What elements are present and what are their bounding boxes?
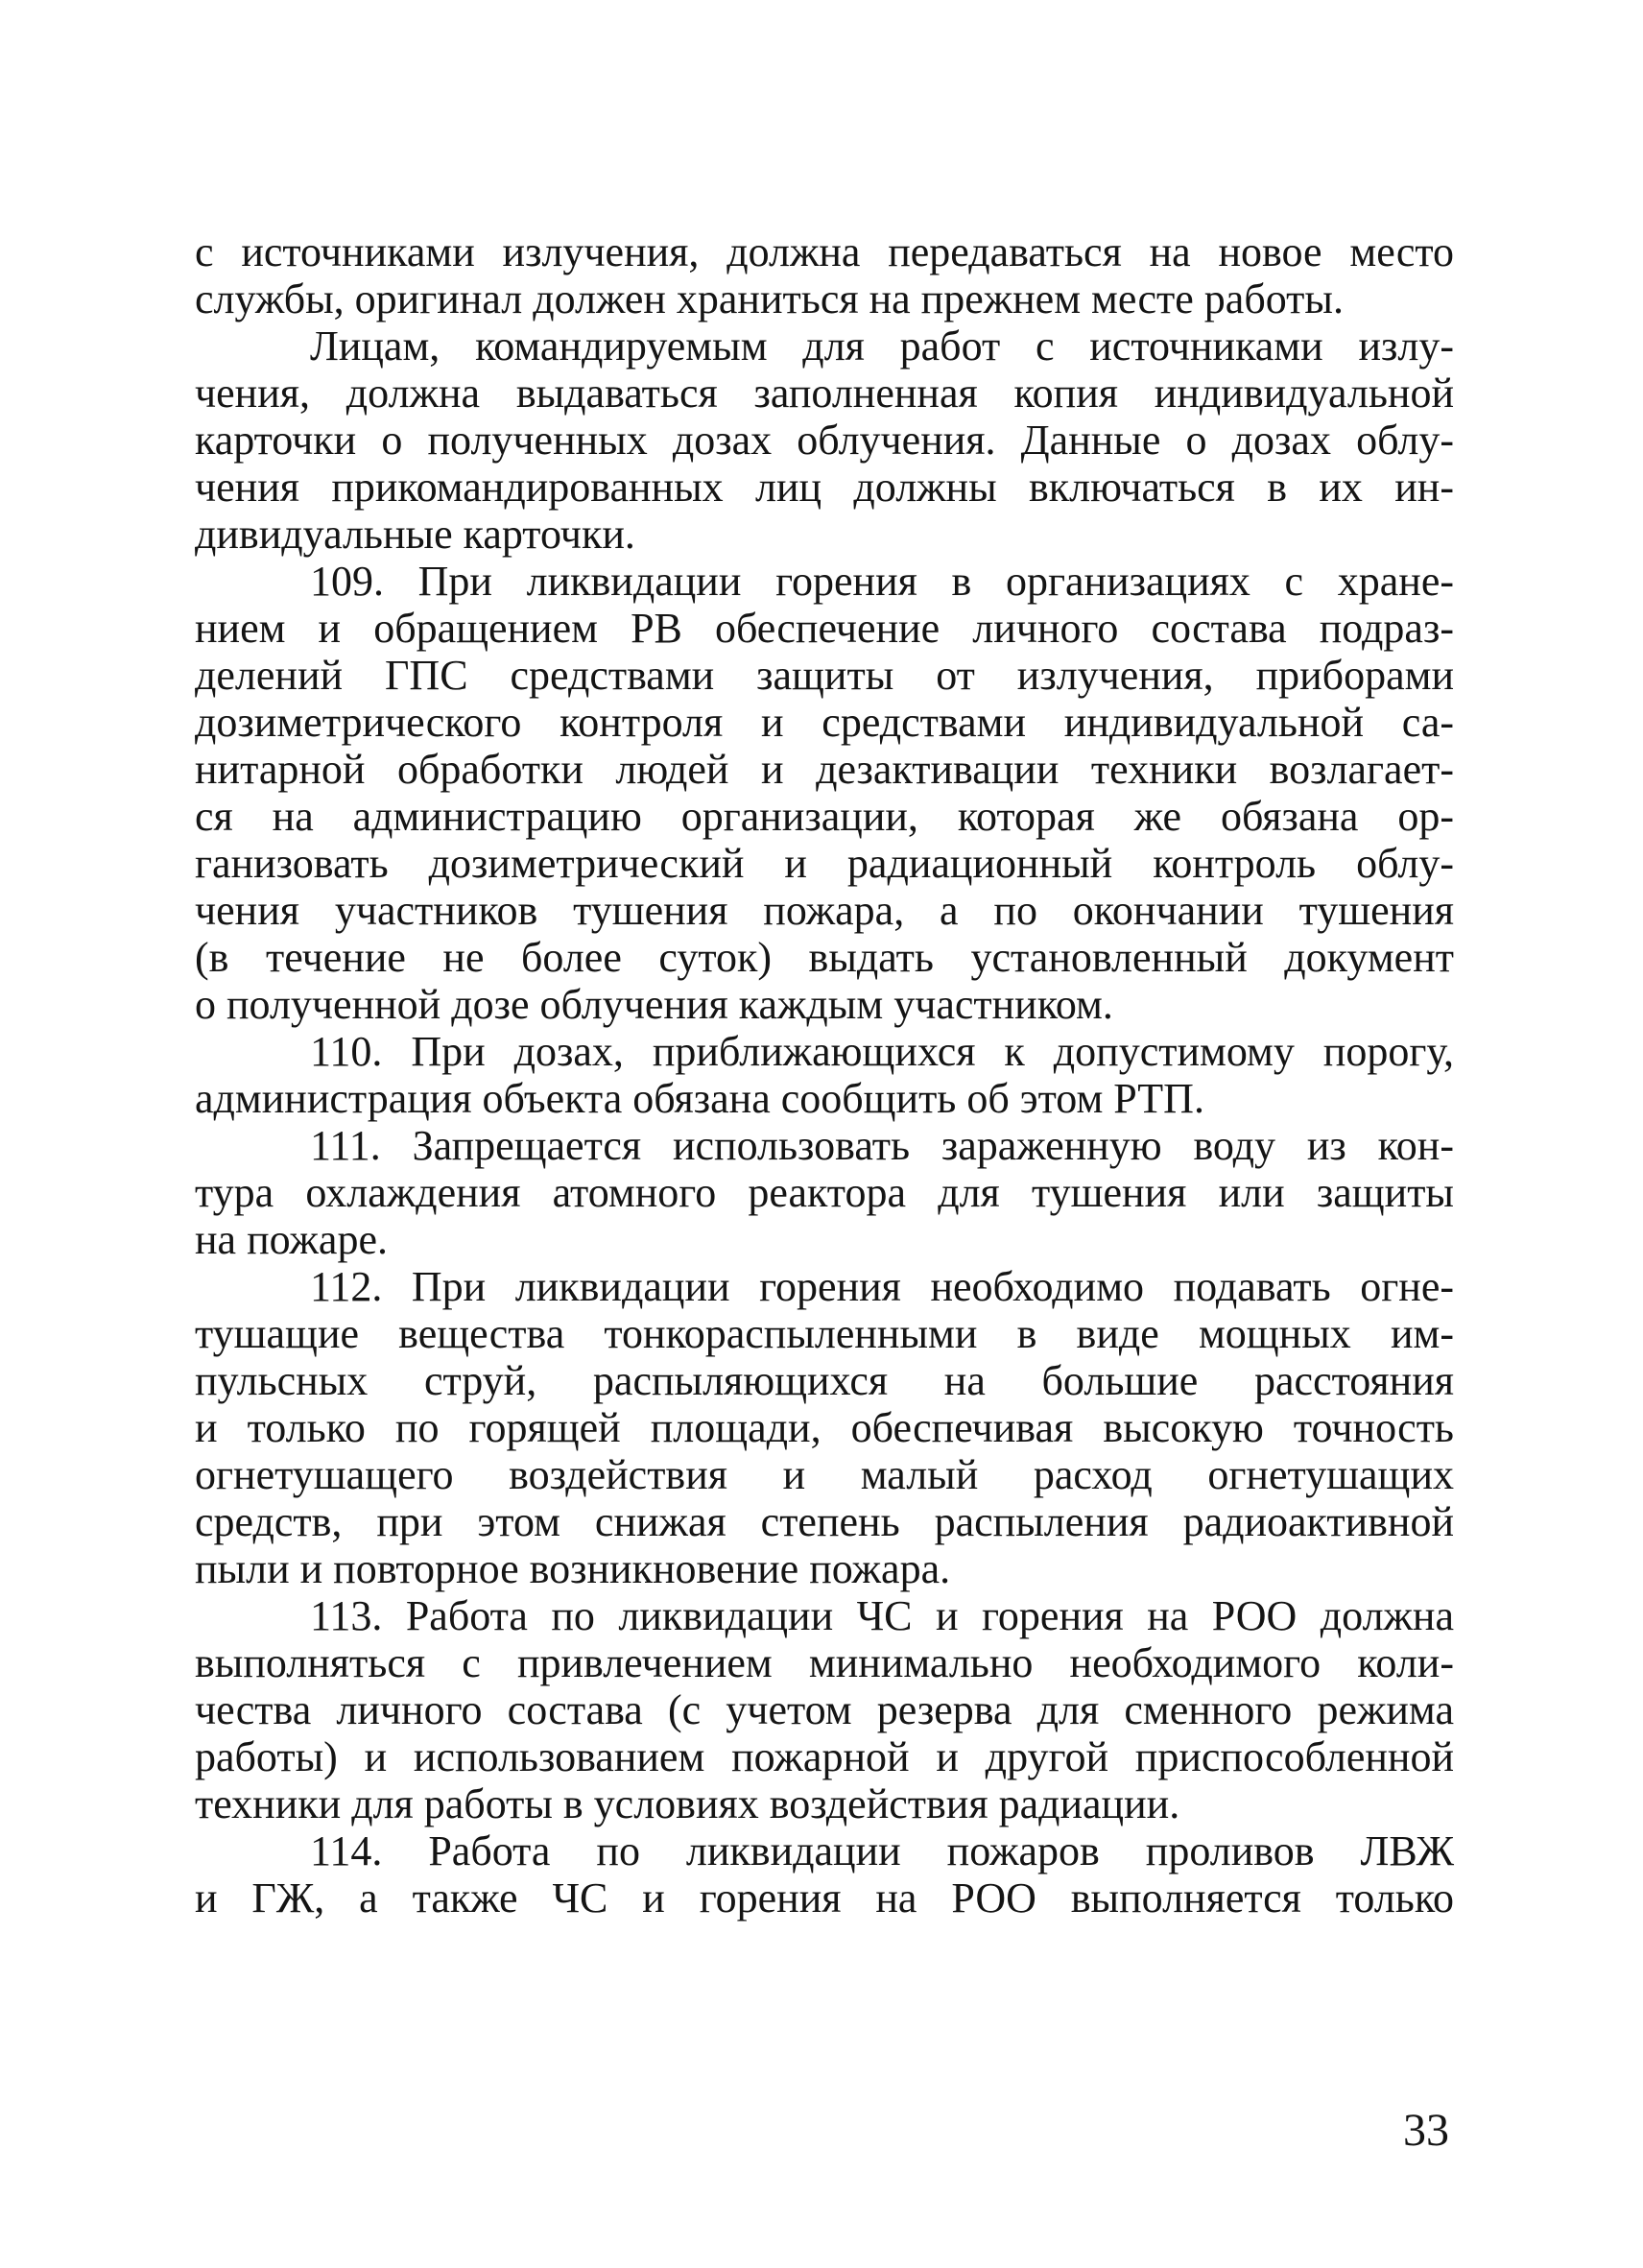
text-line: средств, при этом снижая степень распыления радиоактивной: [195, 1498, 1454, 1545]
text-line: дивидуальные карточки.: [195, 511, 635, 558]
text-line: техники для работы в условиях воздействия радиации.: [195, 1780, 1180, 1827]
text-line: тура охлаждения атомного реактора для тушения или защиты: [195, 1169, 1454, 1216]
text-line: выполняться с привлечением минимально необходимого коли-: [195, 1639, 1454, 1686]
text-line: 112. При ликвидации горения необходимо подавать огне-: [310, 1263, 1454, 1310]
text-line: 114. Работа по ликвидации пожаров проливов ЛВЖ: [310, 1827, 1454, 1874]
text-line: нием и обращением РВ обеспечение личного состава подраз-: [195, 605, 1454, 652]
text-line: и только по горящей площади, обеспечивая высокую точность: [195, 1404, 1454, 1451]
text-line: о полученной дозе облучения каждым участником.: [195, 981, 1113, 1028]
text-line: нитарной обработки людей и дезактивации техники возлагает-: [195, 746, 1454, 793]
page-body-text: [195, 228, 1454, 1922]
text-line: Лицам, командируемым для работ с источниками излу-: [310, 322, 1454, 370]
text-line: 111. Запрещается использовать зараженную воду из кон-: [310, 1122, 1454, 1169]
text-line: чества личного состава (с учетом резерва для сменного режима: [195, 1686, 1454, 1733]
text-line: администрация объекта обязана сообщить об этом РТП.: [195, 1075, 1204, 1122]
text-line: делений ГПС средствами защиты от излучения, приборами: [195, 652, 1454, 699]
text-line: тушащие вещества тонкораспыленными в виде мощных им-: [195, 1310, 1454, 1357]
text-line: дозиметрического контроля и средствами индивидуальной са-: [195, 699, 1454, 746]
page-number: 33: [1403, 2105, 1449, 2156]
text-line: огнетушащего воздействия и малый расход огнетушащих: [195, 1451, 1454, 1498]
text-line: работы) и использованием пожарной и другой приспособленной: [195, 1733, 1454, 1780]
text-line: с источниками излучения, должна передаваться на новое место: [195, 228, 1454, 275]
text-line: ся на администрацию организации, которая же обязана ор-: [195, 793, 1454, 840]
text-line: 109. При ликвидации горения в организациях с хране-: [310, 558, 1454, 605]
text-line: карточки о полученных дозах облучения. Данные о дозах облу-: [195, 417, 1454, 464]
text-line: пыли и повторное возникновение пожара.: [195, 1545, 951, 1592]
text-line: на пожаре.: [195, 1216, 388, 1263]
text-line: чения, должна выдаваться заполненная копия индивидуальной: [195, 370, 1454, 417]
text-line: службы, оригинал должен храниться на прежнем месте работы.: [195, 275, 1344, 322]
text-line: чения участников тушения пожара, а по окончании тушения: [195, 887, 1454, 934]
text-line: 113. Работа по ликвидации ЧС и горения на РОО должна: [310, 1592, 1454, 1639]
text-line: чения прикомандированных лиц должны включаться в их ин-: [195, 464, 1454, 511]
text-line: ганизовать дозиметрический и радиационный контроль облу-: [195, 840, 1454, 887]
text-line: и ГЖ, а также ЧС и горения на РОО выполняется только: [195, 1874, 1454, 1922]
text-line: 110. При дозах, приближающихся к допустимому порогу,: [310, 1028, 1454, 1075]
text-line: пульсных струй, распыляющихся на большие расстояния: [195, 1357, 1454, 1404]
text-line: (в течение не более суток) выдать установленный документ: [195, 934, 1454, 981]
